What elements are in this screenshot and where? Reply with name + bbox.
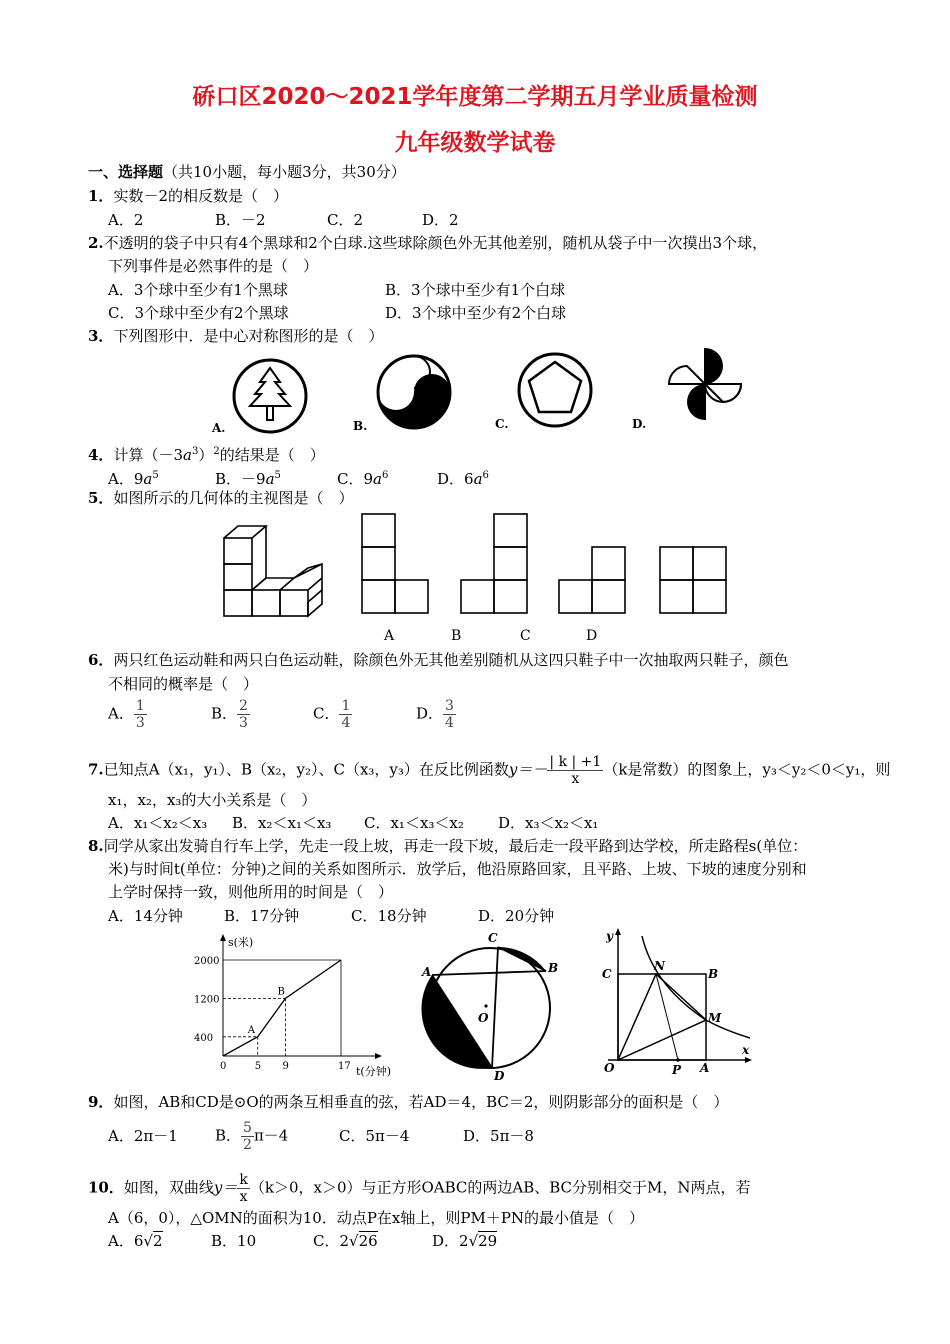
q6-d-num: 3 xyxy=(445,698,454,714)
fig9-label-d: D xyxy=(494,1069,505,1083)
fig10-label-n: N xyxy=(654,959,665,973)
q6-b-fraction xyxy=(237,698,250,731)
x-tick-label: 17 xyxy=(338,1061,351,1072)
q1-option-c: C．2 xyxy=(327,211,364,229)
fig10-label-c: C xyxy=(602,967,612,981)
q10-func-lhs: y＝ xyxy=(213,1178,238,1197)
fig9-label-o: O xyxy=(478,1011,489,1025)
question-5 xyxy=(88,488,353,508)
q9-b-rest: π－4 xyxy=(253,1126,289,1145)
q10-text-line2: A（6，0），△OMN的面积为10．动点P在x轴上，则PM＋PN的最小值是（ ） xyxy=(108,1209,645,1227)
q7-func-lhs: y＝－ xyxy=(508,760,548,779)
fig9-label-a: A xyxy=(422,965,432,979)
q4-b-coef: B．－9 xyxy=(215,470,266,488)
q4-option-d xyxy=(437,466,489,489)
option-d-view xyxy=(660,547,726,613)
x-axis-arrow xyxy=(375,1053,382,1059)
q7-func-num: | k | +1 xyxy=(549,754,602,770)
q4-var: a xyxy=(182,446,192,464)
section-note: （共10小题，每小题3分，共30分） xyxy=(163,163,406,181)
q10-text-b: （k＞0，x＞0）与正方形OABC的两边AB、BC分别相交于M，N两点，若 xyxy=(249,1178,751,1197)
q8-text-line1: 同学从家出发骑自行车上学，先走一段上坡，再走一段下坡，最后走一段平路到达学校，所走路程s(单位： xyxy=(103,837,808,855)
q9-option-a: A．2π－1 xyxy=(108,1127,178,1145)
q9-b-fraction xyxy=(241,1120,254,1153)
question-8 xyxy=(88,836,807,856)
q3-label-d: D. xyxy=(632,417,647,431)
fig10-label-m: M xyxy=(708,1011,722,1025)
q1-option-b: B．－2 xyxy=(215,211,266,229)
solid-figure xyxy=(224,526,322,616)
section-label: 一、选择题 xyxy=(88,163,164,181)
q10-d-coef: D．2 xyxy=(432,1232,469,1250)
q5-label-b: B xyxy=(451,628,462,644)
q7-text-line2: x₁，x₂，x₃的大小关系是（ ） xyxy=(108,791,317,809)
x-tick-label: 5 xyxy=(254,1061,262,1072)
q6-c-label: C． xyxy=(313,704,340,723)
section-heading xyxy=(88,162,406,182)
q4-c-coef: C．9 xyxy=(337,470,374,488)
q9-option-b xyxy=(215,1120,288,1153)
fig10-label-b: B xyxy=(708,967,719,981)
distance-time-chart xyxy=(188,930,398,1080)
question-6 xyxy=(88,650,788,670)
q2-option-b: B．3个球中至少有1个白球 xyxy=(385,281,566,299)
q6-d-fraction xyxy=(443,698,456,731)
q7-option-a: A．x₁＜x₂＜x₃ xyxy=(108,814,208,832)
q5-text: 如图所示的几何体的主视图是（ ） xyxy=(113,489,354,507)
chart-ylabel: s(米) xyxy=(228,936,254,949)
fig10-x-arrow xyxy=(745,1057,752,1063)
fig10-label-x: x xyxy=(742,1043,750,1057)
q4-text-c: 的结果是（ ） xyxy=(219,446,325,464)
option-a-view xyxy=(362,514,428,613)
q10-number: 10． xyxy=(88,1178,124,1197)
q10-a-radicand: 2 xyxy=(152,1232,163,1250)
q8-option-b: B．17分钟 xyxy=(224,907,300,925)
q6-b-den: 3 xyxy=(239,715,248,731)
q4-c-exp: 6 xyxy=(381,470,389,481)
q9-text: 如图，AB和CD是⊙O的两条互相垂直的弦，若AD＝4，BC＝2，则阴影部分的面积是（ ） xyxy=(113,1093,729,1111)
q7-text-a: 已知点 xyxy=(103,760,149,779)
q3-text: 下列图形中．是中心对称图形的是（ ） xyxy=(113,327,384,345)
q7-text-c: （k是常数）的图象上，y₃＜y₂＜0＜y₁，则 xyxy=(603,760,891,779)
question-1 xyxy=(88,186,288,206)
q9-b-num: 5 xyxy=(243,1120,252,1136)
q3-label-b: B. xyxy=(353,419,368,433)
option-c-view xyxy=(559,547,625,613)
q6-number: 6． xyxy=(88,651,114,669)
exam-subtitle: 九年级数学试卷 xyxy=(394,130,556,156)
q7-number: 7. xyxy=(88,760,104,779)
q10-c-radicand: 26 xyxy=(358,1232,378,1250)
q6-c-fraction xyxy=(339,698,352,731)
q6-text-line2: 不相同的概率是（ ） xyxy=(108,675,259,693)
q9-b-label: B． xyxy=(215,1126,242,1145)
q10-text-a: 如图，双曲线 xyxy=(123,1178,214,1197)
q10-d-radicand: 29 xyxy=(478,1232,498,1250)
q8-text-line2: 米)与时间t(单位：分钟)之间的关系如图所示．放学后，他沿原路回家，且平路、上坡、下坡的速度分别和 xyxy=(108,860,807,878)
y-tick-label: 400 xyxy=(194,1032,214,1044)
q10-option-b: B．10 xyxy=(211,1232,257,1250)
q5-label-a: A xyxy=(384,628,395,644)
q10-option-d: D．2√29 xyxy=(432,1232,498,1250)
q9-option-c: C．5π－4 xyxy=(339,1127,410,1145)
q3-label-c: C. xyxy=(495,417,509,431)
chart-guides xyxy=(223,960,341,1056)
q2-option-d: D．3个球中至少有2个白球 xyxy=(385,304,567,322)
point-p xyxy=(676,1058,680,1062)
point-label: A xyxy=(247,1024,255,1036)
q2-number: 2. xyxy=(88,234,104,252)
tree-in-circle-figure xyxy=(234,360,306,432)
q8-number: 8. xyxy=(88,837,104,855)
pentagon-in-circle-figure xyxy=(519,354,591,426)
q4-b-exp: 5 xyxy=(274,470,281,481)
fig10-label-p: P xyxy=(672,1063,682,1077)
x-tick-label: 9 xyxy=(282,1061,289,1072)
q7-points: A（x₁，y₁）、B（x₂，y₂）、C（x₃，y₃） xyxy=(148,760,419,779)
q1-number: 1． xyxy=(88,187,114,205)
q4-option-b xyxy=(215,466,281,489)
q7-func-fraction xyxy=(547,754,603,787)
center-o-dot xyxy=(484,1004,487,1007)
question-4 xyxy=(88,442,325,465)
q4-b-var: a xyxy=(265,470,275,488)
q6-a-den: 3 xyxy=(135,715,145,731)
q4-exp2: 2 xyxy=(213,446,220,457)
q4-a-exp: 5 xyxy=(152,470,159,481)
q1-option-d: D．2 xyxy=(422,211,459,229)
q4-d-coef: D．6 xyxy=(437,470,474,488)
question-10 xyxy=(88,1172,751,1205)
question-3 xyxy=(88,326,383,346)
q2-option-c: C．3个球中至少有2个黑球 xyxy=(108,304,289,322)
q6-b-num: 2 xyxy=(239,698,248,714)
q4-a-coef: A．9 xyxy=(108,470,144,488)
q6-c-num: 1 xyxy=(341,698,351,714)
q7-option-c: C．x₁＜x₃＜x₂ xyxy=(364,814,464,832)
q8-option-c: C．18分钟 xyxy=(351,907,427,925)
option-b-view xyxy=(461,514,527,613)
fig10-label-o: O xyxy=(604,1061,615,1075)
q7-option-d: D．x₃＜x₂＜x₁ xyxy=(498,814,599,832)
q6-option-a xyxy=(108,698,147,731)
q10-func-fraction xyxy=(237,1172,249,1205)
y-tick-label: 2000 xyxy=(194,956,220,967)
q6-a-fraction xyxy=(134,698,147,731)
q5-number: 5． xyxy=(88,489,114,507)
q4-c-var: a xyxy=(373,470,382,488)
q2-text-line1: 不透明的袋子中只有4个黑球和2个白球.这些球除颜色外无其他差别，随机从袋子中一次摸出3个球， xyxy=(103,234,768,252)
q9-number: 9． xyxy=(88,1093,114,1111)
q10-hyperbola-figure xyxy=(594,926,754,1078)
q6-option-c xyxy=(313,698,352,731)
fig10-label-a: A xyxy=(700,1061,710,1075)
q10-option-a: A．6√2 xyxy=(108,1232,163,1250)
exam-title: 硚口区2020～2021学年度第二学期五月学业质量检测 xyxy=(192,84,758,110)
x-tick-label: 0 xyxy=(220,1061,227,1072)
q5-label-d: D xyxy=(586,628,598,644)
fig10-y-arrow xyxy=(615,928,621,935)
q4-d-exp: 6 xyxy=(482,470,489,481)
q6-b-label: B． xyxy=(211,704,238,723)
q7-option-b: B．x₂＜x₁＜x₃ xyxy=(232,814,332,832)
q9-circle-figure xyxy=(418,926,558,1084)
q10-a-coef: A．6 xyxy=(108,1232,144,1250)
y-tick-label: 1200 xyxy=(194,994,220,1006)
chart-ticks xyxy=(194,956,351,1072)
q1-text: 实数－2的相反数是（ ） xyxy=(113,187,288,205)
chord-ab xyxy=(432,971,546,975)
q3-label-a: A. xyxy=(212,421,226,435)
q8-text-line3: 上学时保持一致，则他所用的时间是（ ） xyxy=(108,883,394,901)
q7-text-b: 在反比例函数 xyxy=(418,760,509,779)
q10-func-den: x xyxy=(239,1189,248,1205)
q4-text-a: 计算（－3 xyxy=(113,446,183,464)
q6-a-num: 1 xyxy=(135,698,145,714)
fig9-label-c: C xyxy=(488,931,498,945)
fig9-label-b: B xyxy=(548,961,558,975)
q9-option-d: D．5π－8 xyxy=(463,1127,534,1145)
q4-number: 4． xyxy=(88,446,114,464)
q8-option-a: A．14分钟 xyxy=(108,907,183,925)
q7-func-den: x xyxy=(571,771,580,787)
q10-option-c: C．2√26 xyxy=(313,1232,378,1250)
q6-option-d xyxy=(416,698,456,731)
q8-option-d: D．20分钟 xyxy=(478,907,555,925)
square-oabc xyxy=(618,974,706,1060)
question-7 xyxy=(88,754,890,787)
q10-func-num: k xyxy=(239,1172,248,1188)
chart-xlabel: t(分钟) xyxy=(356,1065,392,1078)
pinwheel-figure xyxy=(669,348,741,420)
question-9 xyxy=(88,1092,728,1112)
triangle-omn xyxy=(618,974,706,1060)
hyperbola-curve xyxy=(642,936,750,1038)
q1-option-a: A．2 xyxy=(108,211,144,229)
q10-c-coef: C．2 xyxy=(313,1232,350,1250)
chart-series-line xyxy=(223,960,341,1056)
q6-a-label: A． xyxy=(108,704,134,723)
q2-option-a: A．3个球中至少有1个黑球 xyxy=(108,281,288,299)
point-label: B xyxy=(277,986,285,998)
q3-number: 3． xyxy=(88,327,114,345)
q4-exp: 3 xyxy=(191,446,199,457)
q6-d-label: D． xyxy=(416,704,444,723)
chord-cd xyxy=(492,947,498,1068)
q6-c-den: 4 xyxy=(341,715,351,731)
y-axis-arrow xyxy=(220,934,226,941)
q4-option-c xyxy=(337,466,388,489)
q4-option-a xyxy=(108,466,159,489)
q5-figures xyxy=(210,508,750,648)
q4-a-var: a xyxy=(143,470,153,488)
q9-b-den: 2 xyxy=(243,1137,252,1153)
q6-text-line1: 两只红色运动鞋和两只白色运动鞋，除颜色外无其他差别随机从这四只鞋子中一次抽取两只鞋子，颜色 xyxy=(113,651,789,669)
q6-option-b xyxy=(211,698,250,731)
q4-d-var: a xyxy=(473,470,483,488)
q3-figures xyxy=(200,348,760,440)
question-2 xyxy=(88,233,767,253)
q4-text-b: ） xyxy=(198,446,214,464)
q6-d-den: 4 xyxy=(445,715,454,731)
swirl-in-circle-figure xyxy=(378,356,450,428)
q5-label-c: C xyxy=(520,628,531,644)
q2-text-line2: 下列事件是必然事件的是（ ） xyxy=(108,257,319,275)
fig10-label-y: y xyxy=(606,929,613,943)
